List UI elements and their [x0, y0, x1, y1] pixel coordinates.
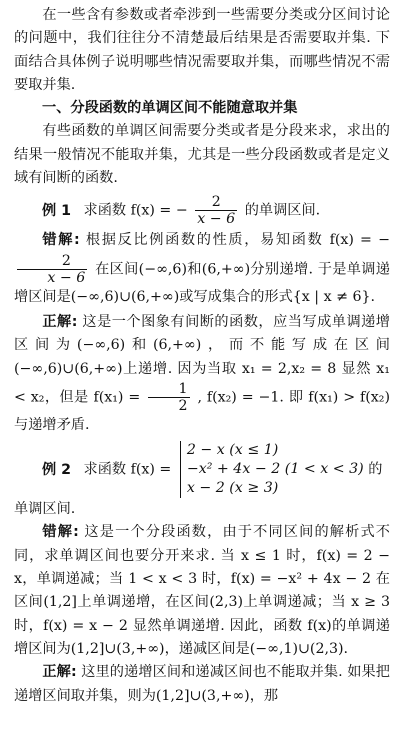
- example-2-wrong-text: 这是一个分段函数，由于不同区间的解析式不同，求单调区间也要分开来求. 当 x ≤ 1 时，f(x) = 2 − x，单调递减；当 1 < x < 3 时，f(x) = −x² + 4x − 2 在区间(1,2]上单调递增，在区间(2,3)上单调递减；当 x ≥ 3 时，f(x) = x − 2 显然单调递增. 因此，函数 f(x)的单调递增区间为(1,2]∪(3,+∞)，递减区间是(−∞,1)∪(2,3).: [14, 524, 390, 657]
- example-1-wrong-label: 错解:: [42, 232, 80, 249]
- example-1-wrong-text-1: 根据反比例函数的性质，易知函数 f(x) =: [85, 232, 372, 249]
- example-2-correct-solution: [14, 661, 390, 708]
- piecewise-cases: [187, 441, 364, 498]
- example-2-label: 例 2: [42, 461, 71, 478]
- piecewise-function: [176, 441, 364, 498]
- example-1-correct-fraction-denominator: 2: [178, 397, 188, 414]
- piecewise-case-1: 2 − x (x ≤ 1): [186, 442, 279, 459]
- example-1-wrong-minus: −: [378, 232, 391, 249]
- section-heading: 一、分段函数的单调区间不能随意取并集: [42, 100, 298, 117]
- example-2-correct-label: 正解:: [42, 664, 77, 681]
- example-2-statement: [14, 441, 390, 498]
- example-1-correct-text-2: , f(x₂) = −1. 即 f(x₁) > f(x₂) 与递增矛盾.: [14, 389, 390, 433]
- example-1-fraction: [195, 194, 237, 227]
- example-1-label: 例 1: [42, 202, 71, 219]
- example-1-statement: [14, 194, 390, 227]
- example-1-correct-fraction: [148, 381, 189, 414]
- example-2-wrong-solution: [14, 521, 390, 661]
- example-2-tail: 单调区间.: [14, 501, 76, 518]
- example-2-wrong-label: 错解:: [42, 524, 79, 541]
- example-2-suffix: 的: [368, 461, 383, 478]
- intro-paragraph: 在一些含有参数或者牵涉到一些需要分类或分区间讨论的问题中，我们往往分不清楚最后结果是否需要取并集. 下面结合具体例子说明哪些情况需要取并集，而哪些情况不需要取并集.: [14, 7, 390, 93]
- example-1-correct-solution: [14, 311, 390, 437]
- example-2-correct-text: 这里的递增区间和递减区间也不能取并集. 如果把递增区间取并集，则为(1,2]∪(3,+∞)，那: [14, 664, 390, 704]
- section-body: 有些函数的单调区间需要分类或者是分段来求，求出的结果一般情况不能取并集，尤其是一些分段函数或者是定义域有间断的函数.: [14, 123, 390, 187]
- example-1-fraction-numerator: 2: [195, 194, 237, 211]
- example-1-correct-text-1: 这是一个图象有间断的函数，应当写成单调递增区间为(−∞,6)和(6,+∞)，而不能写成在区间(−∞,6)∪(6,+∞)上递增. 因为当取 x₁ = 2,x₂ = 8 显然 x₁ < x₂，但是 f(x₁) =: [14, 313, 390, 406]
- example-1-prefix: 求函数 f(x) = −: [83, 202, 188, 219]
- example-1-wrong-solution: [14, 229, 390, 309]
- example-1-suffix: 的单调区间.: [244, 202, 321, 219]
- example-1-correct-label: 正解:: [42, 313, 78, 330]
- example-1-wrong-fraction-numerator: 2: [17, 253, 87, 270]
- piecewise-case-3: x − 2 (x ≥ 3): [186, 480, 279, 497]
- example-1-correct-fraction-numerator: 1: [148, 381, 189, 398]
- example-1-fraction-denominator: x − 6: [197, 211, 236, 228]
- example-1-wrong-fraction-denominator: x − 6: [47, 269, 86, 286]
- example-1-wrong-fraction: [17, 253, 87, 286]
- example-2-prefix: 求函数 f(x) =: [83, 461, 172, 478]
- piecewise-brace: [180, 441, 181, 498]
- piecewise-case-2: −x² + 4x − 2 (1 < x < 3): [186, 461, 364, 478]
- example-1-wrong-text-2: 在区间(−∞,6)和(6,+∞)分别递增. 于是单调递增区间是(−∞,6)∪(6,+∞)或写成集合的形式{x | x ≠ 6}.: [14, 261, 390, 305]
